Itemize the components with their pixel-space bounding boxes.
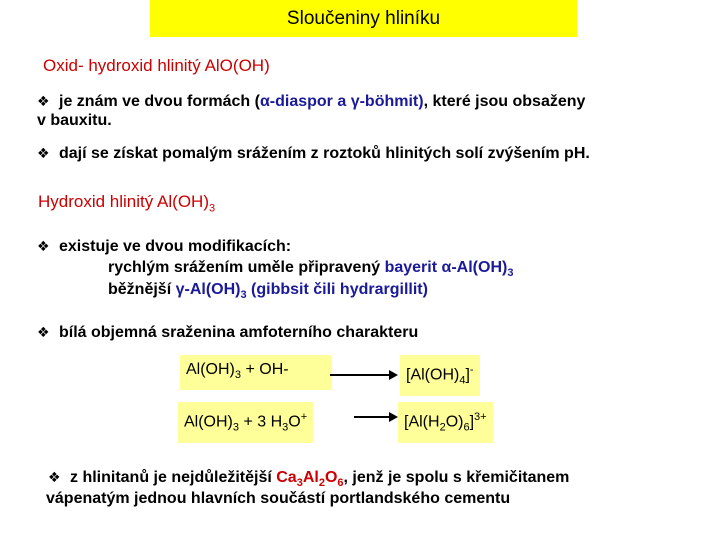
bullet-icon: ❖	[37, 324, 50, 340]
section1-bullet2: ❖ dají se získat pomalým srážením z roztoků hlinitých solí zvýšením pH.	[37, 145, 590, 162]
reaction1-left: $Al(OH)_3 + OH-$	[180, 355, 332, 390]
bullet-icon: ❖	[48, 469, 61, 485]
section2-bullet2: ❖ bílá objemná sraženina amfoterního charakteru	[37, 324, 419, 341]
reaction2-left: $Al(OH)_3 + 3$ $H_3O^+$	[178, 402, 313, 443]
section1-bullet1: ❖ je znám ve dvou formách (α-diaspor a γ-böhmit), které jsou obsaženy	[37, 93, 586, 110]
section1-bullet1-line2: v bauxitu.	[37, 112, 112, 129]
section2-bullet1-line2: rychlým srážením uměle připravený bayerit $\alpha-Al(OH)_3$	[108, 259, 514, 280]
bullet-icon: ❖	[37, 93, 50, 109]
section3-line1: ❖ z hlinitanů je nejdůležitější $Ca_3Al_2O_6$, jenž je spolu s křemičitanem	[48, 469, 570, 490]
reaction1-arrow-icon	[330, 374, 396, 376]
bullet-icon: ❖	[37, 238, 50, 254]
reaction2-right: $[Al(H_2O)_6]^{3+}$	[398, 402, 493, 443]
reaction2-arrow-icon	[354, 416, 396, 418]
section2-bullet1-line3: běžnější $\gamma-Al(OH)_3$ (gibbsit čili hydrargillit)	[108, 281, 428, 302]
bullet-icon: ❖	[37, 145, 50, 161]
section1-heading: Oxid- hydroxid hlinitý AlO(OH)	[43, 56, 270, 75]
section2-heading: Hydroxid hlinitý $Al(OH)_3$	[38, 192, 216, 215]
section3-line2: vápenatým jednou hlavních součástí portlandského cementu	[46, 490, 511, 507]
reaction1-right: $[Al(OH)_4]^-$	[400, 355, 480, 396]
page-title	[150, 0, 577, 37]
section2-bullet1: ❖ existuje ve dvou modifikacích:	[37, 238, 292, 255]
page-title-text: Sloučeniny hliníku	[286, 7, 441, 29]
